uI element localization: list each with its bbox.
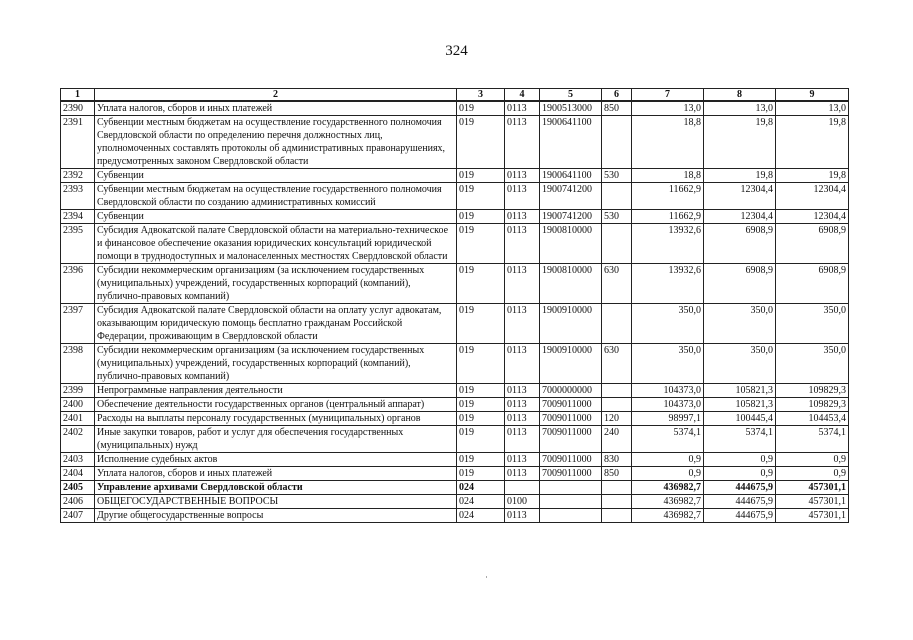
amount-year-1: 104373,0 [632, 398, 704, 412]
amount-year-1: 11662,9 [632, 210, 704, 224]
row-name: Субсидия Адвокатской палате Свердловской области на оплату услуг адвокатам, оказывающим юридическую помощь бесплатно гражданам Российской Федерации, проживающим в Свердловской области [95, 304, 457, 344]
row-number: 2393 [61, 183, 95, 210]
row-name: Уплата налогов, сборов и иных платежей [95, 467, 457, 481]
amount-year-2: 105821,3 [704, 398, 776, 412]
amount-year-3: 5374,1 [776, 426, 849, 453]
amount-year-2: 5374,1 [704, 426, 776, 453]
table-row [61, 210, 849, 224]
column-header-4: 4 [505, 89, 540, 102]
row-number: 2396 [61, 264, 95, 304]
row-number: 2391 [61, 116, 95, 169]
expense-type-code: 530 [602, 169, 632, 183]
row-number: 2401 [61, 412, 95, 426]
section-code: 0113 [505, 509, 540, 523]
amount-year-3: 109829,3 [776, 398, 849, 412]
section-code: 0113 [505, 412, 540, 426]
target-article-code: 1900810000 [540, 264, 602, 304]
amount-year-2: 444675,9 [704, 481, 776, 495]
amount-year-2: 6908,9 [704, 224, 776, 264]
amount-year-3: 457301,1 [776, 509, 849, 523]
row-number: 2392 [61, 169, 95, 183]
amount-year-1: 350,0 [632, 344, 704, 384]
row-name: Субсидия Адвокатской палате Свердловской области на материально-техническое и финансовое обеспечение оказания юридических консультаций юридической помощи в труднодоступных и малонаселенных местностях Свердловской области [95, 224, 457, 264]
column-header-5: 5 [540, 89, 602, 102]
ministry-code: 019 [457, 116, 505, 169]
amount-year-2: 12304,4 [704, 183, 776, 210]
amount-year-2: 350,0 [704, 344, 776, 384]
expense-type-code: 830 [602, 453, 632, 467]
section-code: 0113 [505, 398, 540, 412]
section-code: 0113 [505, 101, 540, 116]
ministry-code: 024 [457, 481, 505, 495]
amount-year-1: 18,8 [632, 169, 704, 183]
expense-type-code: 630 [602, 344, 632, 384]
ministry-code: 019 [457, 426, 505, 453]
row-name: Субсидии некоммерческим организациям (за исключением государственных (муниципальных) учреждений, государственных корпораций (компаний), публично-правовых компаний) [95, 264, 457, 304]
column-header-8: 8 [704, 89, 776, 102]
amount-year-1: 13932,6 [632, 264, 704, 304]
row-name: Непрограммные направления деятельности [95, 384, 457, 398]
expense-type-code [602, 481, 632, 495]
ministry-code: 019 [457, 384, 505, 398]
section-code: 0113 [505, 344, 540, 384]
target-article-code: 1900641100 [540, 169, 602, 183]
amount-year-1: 0,9 [632, 453, 704, 467]
ministry-code: 019 [457, 398, 505, 412]
amount-year-1: 350,0 [632, 304, 704, 344]
amount-year-1: 98997,1 [632, 412, 704, 426]
page-number: 324 [445, 43, 468, 59]
row-number: 2398 [61, 344, 95, 384]
expense-type-code [602, 304, 632, 344]
budget-table [60, 88, 849, 523]
row-name: Расходы на выплаты персоналу государственных (муниципальных) органов [95, 412, 457, 426]
amount-year-3: 457301,1 [776, 481, 849, 495]
column-header-7: 7 [632, 89, 704, 102]
ministry-code: 019 [457, 412, 505, 426]
row-name: Субвенции местным бюджетам на осуществление государственного полномочия Свердловской области по определению перечня должностных лиц, уполномоченных составлять протоколы об административных правонарушениях, предусмотренных законом Свердловской области [95, 116, 457, 169]
row-number: 2404 [61, 467, 95, 481]
row-number: 2407 [61, 509, 95, 523]
table-body [61, 101, 849, 523]
section-code [505, 481, 540, 495]
table-row [61, 264, 849, 304]
expense-type-code: 120 [602, 412, 632, 426]
target-article-code: 7009011000 [540, 467, 602, 481]
table-row [61, 101, 849, 116]
amount-year-3: 6908,9 [776, 224, 849, 264]
section-code: 0113 [505, 384, 540, 398]
ministry-code: 019 [457, 304, 505, 344]
amount-year-3: 12304,4 [776, 183, 849, 210]
ministry-code: 024 [457, 495, 505, 509]
expense-type-code [602, 509, 632, 523]
amount-year-2: 444675,9 [704, 509, 776, 523]
expense-type-code [602, 398, 632, 412]
column-header-6: 6 [602, 89, 632, 102]
section-code: 0113 [505, 183, 540, 210]
amount-year-1: 13932,6 [632, 224, 704, 264]
amount-year-3: 19,8 [776, 116, 849, 169]
column-header-2: 2 [95, 89, 457, 102]
expense-type-code [602, 224, 632, 264]
ministry-code: 024 [457, 509, 505, 523]
table-row [61, 384, 849, 398]
target-article-code: 7009011000 [540, 426, 602, 453]
target-article-code: 1900910000 [540, 304, 602, 344]
target-article-code: 1900741200 [540, 183, 602, 210]
target-article-code: 7009011000 [540, 453, 602, 467]
section-code: 0113 [505, 169, 540, 183]
amount-year-2: 13,0 [704, 101, 776, 116]
amount-year-3: 0,9 [776, 453, 849, 467]
amount-year-3: 104453,4 [776, 412, 849, 426]
amount-year-2: 0,9 [704, 467, 776, 481]
column-header-1: 1 [61, 89, 95, 102]
table-row [61, 304, 849, 344]
table-row [61, 116, 849, 169]
section-code: 0113 [505, 116, 540, 169]
row-name: Субвенции местным бюджетам на осуществление государственного полномочия Свердловской области по созданию административных комиссий [95, 183, 457, 210]
section-code: 0113 [505, 304, 540, 344]
target-article-code [540, 495, 602, 509]
amount-year-1: 104373,0 [632, 384, 704, 398]
expense-type-code [602, 116, 632, 169]
table-row [61, 467, 849, 481]
expense-type-code [602, 495, 632, 509]
row-name: Иные закупки товаров, работ и услуг для обеспечения государственных (муниципальных) нужд [95, 426, 457, 453]
row-number: 2402 [61, 426, 95, 453]
ministry-code: 019 [457, 264, 505, 304]
ministry-code: 019 [457, 344, 505, 384]
amount-year-2: 6908,9 [704, 264, 776, 304]
amount-year-2: 444675,9 [704, 495, 776, 509]
row-number: 2390 [61, 101, 95, 116]
ministry-code: 019 [457, 224, 505, 264]
target-article-code: 1900741200 [540, 210, 602, 224]
amount-year-2: 19,8 [704, 116, 776, 169]
row-number: 2406 [61, 495, 95, 509]
amount-year-1: 11662,9 [632, 183, 704, 210]
amount-year-3: 12304,4 [776, 210, 849, 224]
target-article-code: 7009011000 [540, 412, 602, 426]
amount-year-3: 13,0 [776, 101, 849, 116]
row-number: 2405 [61, 481, 95, 495]
section-code: 0113 [505, 210, 540, 224]
row-number: 2395 [61, 224, 95, 264]
target-article-code [540, 509, 602, 523]
amount-year-2: 100445,4 [704, 412, 776, 426]
amount-year-1: 436982,7 [632, 495, 704, 509]
row-name: Управление архивами Свердловской области [95, 481, 457, 495]
amount-year-3: 19,8 [776, 169, 849, 183]
row-name: Субсидии некоммерческим организациям (за исключением государственных (муниципальных) учреждений, государственных корпораций (компаний), публично-правовых компаний) [95, 344, 457, 384]
ministry-code: 019 [457, 183, 505, 210]
amount-year-3: 350,0 [776, 304, 849, 344]
row-number: 2403 [61, 453, 95, 467]
target-article-code: 1900810000 [540, 224, 602, 264]
table-row [61, 509, 849, 523]
table-row [61, 495, 849, 509]
target-article-code: 7009011000 [540, 398, 602, 412]
section-code: 0100 [505, 495, 540, 509]
amount-year-1: 13,0 [632, 101, 704, 116]
amount-year-2: 12304,4 [704, 210, 776, 224]
amount-year-2: 0,9 [704, 453, 776, 467]
expense-type-code: 630 [602, 264, 632, 304]
row-name: Субвенции [95, 210, 457, 224]
section-code: 0113 [505, 224, 540, 264]
section-code: 0113 [505, 426, 540, 453]
section-code: 0113 [505, 467, 540, 481]
table-row [61, 426, 849, 453]
amount-year-3: 350,0 [776, 344, 849, 384]
row-name: Исполнение судебных актов [95, 453, 457, 467]
expense-type-code: 240 [602, 426, 632, 453]
amount-year-3: 109829,3 [776, 384, 849, 398]
ministry-code: 019 [457, 169, 505, 183]
table-row [61, 412, 849, 426]
row-number: 2397 [61, 304, 95, 344]
row-number: 2400 [61, 398, 95, 412]
ministry-code: 019 [457, 101, 505, 116]
ministry-code: 019 [457, 210, 505, 224]
table-row [61, 453, 849, 467]
row-number: 2399 [61, 384, 95, 398]
amount-year-3: 457301,1 [776, 495, 849, 509]
expense-type-code [602, 183, 632, 210]
expense-type-code: 850 [602, 467, 632, 481]
row-name: ОБЩЕГОСУДАРСТВЕННЫЕ ВОПРОСЫ [95, 495, 457, 509]
amount-year-3: 0,9 [776, 467, 849, 481]
target-article-code: 7000000000 [540, 384, 602, 398]
amount-year-2: 105821,3 [704, 384, 776, 398]
scan-dot [486, 576, 487, 578]
ministry-code: 019 [457, 467, 505, 481]
table-row [61, 398, 849, 412]
section-code: 0113 [505, 264, 540, 304]
table-row [61, 169, 849, 183]
row-name: Субвенции [95, 169, 457, 183]
amount-year-2: 350,0 [704, 304, 776, 344]
target-article-code: 1900910000 [540, 344, 602, 384]
target-article-code: 1900513000 [540, 101, 602, 116]
amount-year-3: 6908,9 [776, 264, 849, 304]
table-row [61, 183, 849, 210]
column-header-9: 9 [776, 89, 849, 102]
target-article-code: 1900641100 [540, 116, 602, 169]
table-row [61, 344, 849, 384]
ministry-code: 019 [457, 453, 505, 467]
amount-year-1: 0,9 [632, 467, 704, 481]
expense-type-code [602, 384, 632, 398]
amount-year-2: 19,8 [704, 169, 776, 183]
column-header-3: 3 [457, 89, 505, 102]
row-name: Уплата налогов, сборов и иных платежей [95, 101, 457, 116]
table-row [61, 481, 849, 495]
section-code: 0113 [505, 453, 540, 467]
row-name: Обеспечение деятельности государственных органов (центральный аппарат) [95, 398, 457, 412]
table-row [61, 224, 849, 264]
row-name: Другие общегосударственные вопросы [95, 509, 457, 523]
amount-year-1: 436982,7 [632, 481, 704, 495]
amount-year-1: 18,8 [632, 116, 704, 169]
expense-type-code: 530 [602, 210, 632, 224]
expense-type-code: 850 [602, 101, 632, 116]
amount-year-1: 436982,7 [632, 509, 704, 523]
amount-year-1: 5374,1 [632, 426, 704, 453]
table-header-row [61, 89, 849, 102]
target-article-code [540, 481, 602, 495]
row-number: 2394 [61, 210, 95, 224]
